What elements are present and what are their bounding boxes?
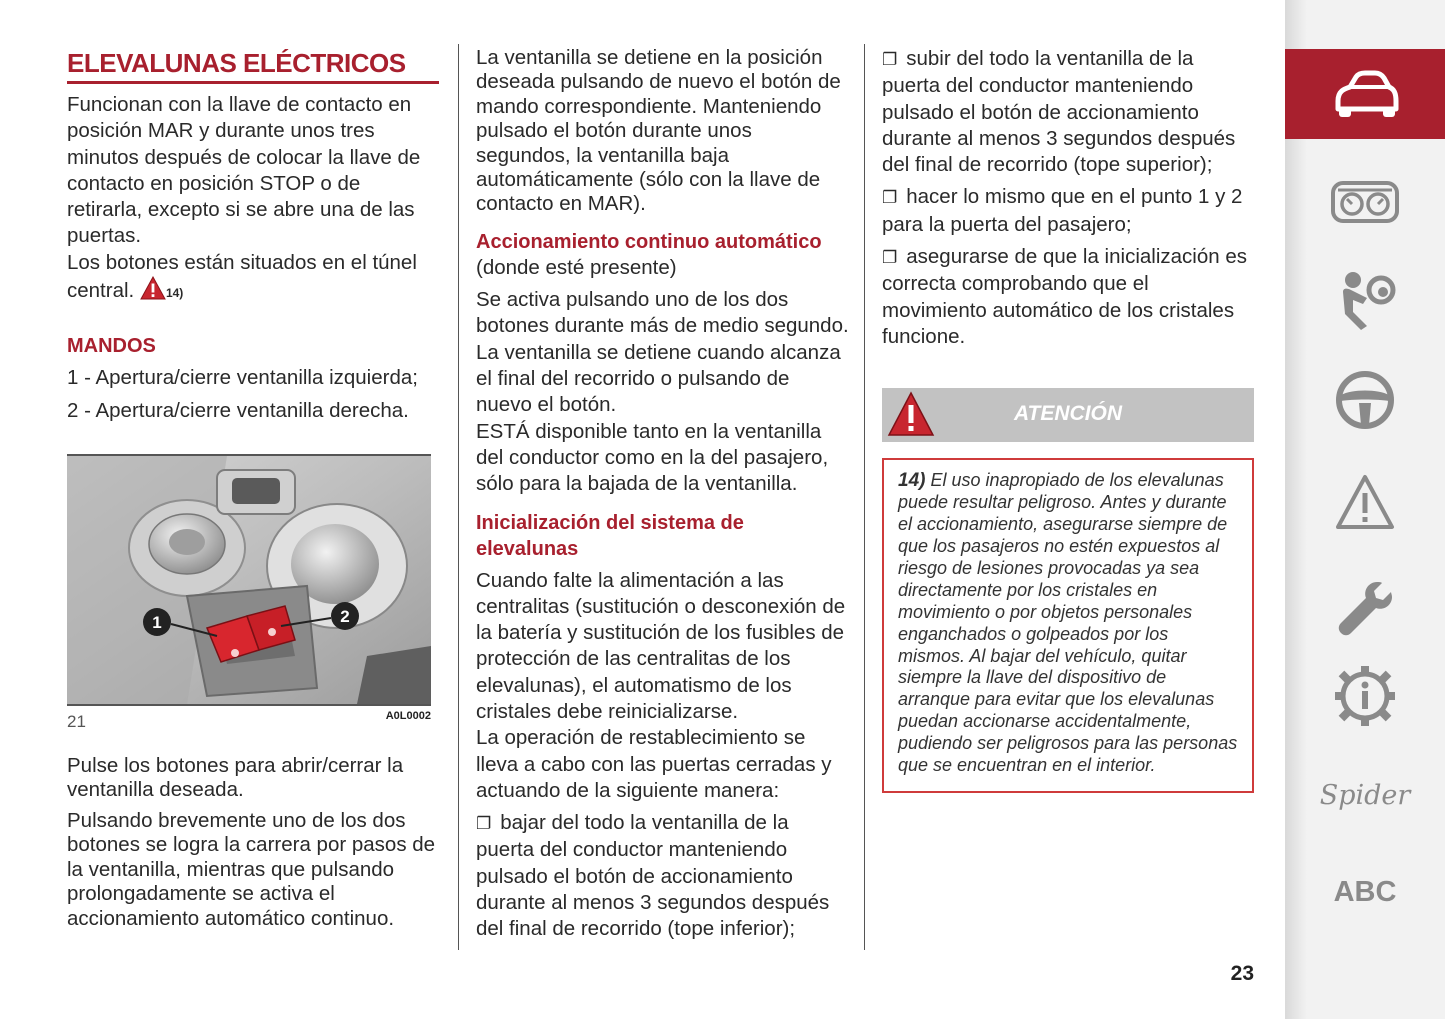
warning-reference[interactable]: 14) [165, 286, 184, 301]
bullet-item-1 [476, 810, 850, 942]
press-paragraph: Pulse los botones para abrir/cerrar la ventanilla deseada. [67, 753, 404, 802]
attention-label: ATENCIÓN [1013, 402, 1123, 426]
warning-number: 14) [898, 470, 926, 492]
column-3 [882, 46, 1254, 793]
sidebar-shade [1285, 0, 1307, 1019]
checkbox-bullet-icon: ❐ [476, 814, 492, 834]
location-paragraph [67, 250, 439, 308]
auto-note: (donde esté presente) [476, 255, 677, 279]
figure-number: 21 [67, 711, 86, 731]
stop-paragraph: La ventanilla se detiene en la posición deseada pulsando de nuevo el botón de mando correspondiente. Manteniendo pulsado el botón durante unos segundos, la ventanilla baja automáticamente (sólo con la llave de contacto en MAR). [476, 46, 841, 216]
auto-paragraph-2: ESTÁ disponible tanto en la ventanilla del conductor como en la del pasajero, sólo para la bajada de la ventanilla. [476, 419, 829, 496]
column-divider-left [458, 44, 459, 950]
checkbox-bullet-icon: ❐ [882, 50, 898, 69]
bullet-item-2 [882, 46, 1254, 178]
figure-caption [67, 706, 439, 732]
spider-brand-logo[interactable]: Spider [1319, 780, 1411, 811]
figure-callout-1: 1 [152, 612, 162, 632]
bullet-item-1-text: bajar del todo la ventanilla de la puerta del conductor manteniendo pulsado el botón de accionamiento durante al menos 3 segundos después del final de recorrido (tope inferior); [476, 811, 830, 941]
auto-title: Accionamiento continuo automático [476, 230, 822, 253]
figure-callout-2: 2 [340, 606, 350, 626]
column-divider-right [864, 44, 865, 950]
auto-paragraph-1: Se activa pulsando uno de los dos botones durante más de medio segundo. La ventanilla se detiene cuando alcanza el final del recorrido o pulsando de nuevo el botón. [476, 288, 849, 417]
car-icon[interactable] [1325, 54, 1405, 134]
bullet-item-2-text: subir del todo la ventanilla de la puerta del conductor manteniendo pulsado el botón de accionamiento durante al menos 3 segundos después del final de recorrido (tope superior); [882, 47, 1236, 177]
bullet-item-3 [882, 184, 1254, 238]
column-1 [67, 44, 439, 931]
init-paragraph-1: Cuando falte la alimentación a las centralitas (sustitución o desconexión de la batería y sustitución de los fusibles de protección de las centralitas de los elevalunas), el automatismo de los cristales debe reinicializarse. [476, 568, 846, 723]
mandos-item-1: 1 - Apertura/cierre ventanilla izquierda; [67, 366, 418, 390]
location-text: Los botones están situados en el túnel central. [67, 250, 417, 303]
instrument-cluster-icon[interactable] [1325, 162, 1405, 242]
airbag-icon[interactable] [1325, 260, 1405, 340]
info-gear-icon[interactable] [1325, 656, 1405, 736]
window-switch-figure [67, 454, 431, 706]
bullet-item-4 [882, 244, 1254, 350]
wrench-icon[interactable] [1325, 568, 1405, 648]
bullet-item-4-text: asegurarse de que la inicialización es correcta comprobando que el movimiento automático de los cristales funcione. [882, 245, 1247, 348]
warning-triangle-outline-icon[interactable] [1325, 462, 1405, 542]
init-paragraph-2: La operación de restablecimiento se lleva a cabo con las puertas cerradas y actuando de la siguiente manera: [476, 726, 832, 802]
checkbox-bullet-icon: ❐ [882, 248, 898, 268]
init-title: Inicialización del sistema de elevalunas [476, 511, 744, 560]
checkbox-bullet-icon: ❐ [882, 188, 898, 208]
abc-index-link[interactable]: ABC [1333, 876, 1397, 908]
warning-text: El uso inapropiado de los elevalunas puede resultar peligroso. Antes y durante el accionamiento, asegurarse siempre de que los pasajeros no estén expuestos al riesgo de lesiones provocadas ya sea directamente por los cristales en movimiento o por objetos personales enganchados o golpeados por los mismos. Al bajar del vehículo, quitar siempre la llave del dispositivo de arranque para evitar que los elevalunas puedan accionarse accidentalmente, pudiendo ser peligrosos para las personas que se encuentran en el interior. [898, 470, 1238, 776]
column-2 [476, 46, 850, 943]
steering-wheel-icon[interactable] [1325, 360, 1405, 440]
intro-paragraph: Funcionan con la llave de contacto en posición MAR y durante unos tres minutos después de colocar la llave de contacto en posición STOP o de retirarla, excepto si se abre una de las puertas. [67, 93, 421, 248]
bullet-item-3-text: hacer lo mismo que en el punto 1 y 2 para la puerta del pasajero; [882, 185, 1243, 236]
figure-code: A0L0002 [385, 709, 431, 722]
brief-paragraph: Pulsando brevemente uno de los dos botones se logra la carrera por pasos de la ventanilla, mientras que pulsando prolongadamente se activa el accionamiento automático continuo. [67, 808, 436, 930]
mandos-title: MANDOS [67, 335, 156, 358]
section-title: ELEVALUNAS ELÉCTRICOS [67, 48, 439, 84]
warning-triangle-icon [140, 276, 166, 307]
attention-banner [882, 388, 1254, 442]
page-number: 23 [1230, 962, 1254, 985]
chapter-sidebar [1285, 0, 1445, 1019]
warning-box [882, 458, 1254, 793]
mandos-item-2: 2 - Apertura/cierre ventanilla derecha. [67, 398, 409, 422]
